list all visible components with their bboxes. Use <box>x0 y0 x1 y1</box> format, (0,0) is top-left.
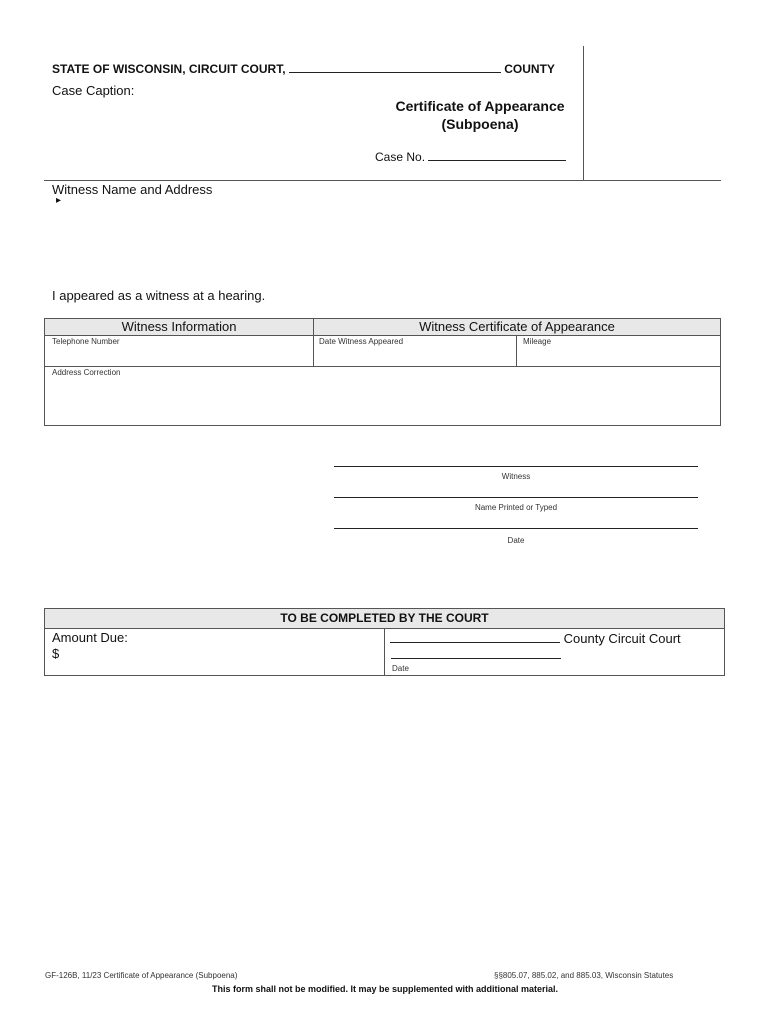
county-court-line <box>390 630 681 646</box>
court-date-label: Date <box>392 664 409 673</box>
table-mileage-divider <box>516 335 517 367</box>
amount-due-field[interactable] <box>62 645 362 663</box>
case-no-field[interactable] <box>428 150 566 161</box>
county-court-label: County Circuit Court <box>563 631 681 646</box>
amount-due-label: Amount Due: <box>52 630 128 645</box>
case-caption-label: Case Caption: <box>52 83 135 98</box>
court-col-divider <box>384 628 385 676</box>
court-line <box>52 61 555 76</box>
form-id: GF-126B, 11/23 Certificate of Appearance (Subpoena) <box>45 971 238 980</box>
court-suffix: COUNTY <box>504 62 555 76</box>
witness-name-address-label: Witness Name and Address <box>52 182 213 197</box>
court-county-field[interactable] <box>390 630 560 643</box>
witness-signature-label: Witness <box>501 472 531 481</box>
address-correction-field[interactable] <box>46 378 720 424</box>
witness-name-address-field[interactable] <box>64 196 364 276</box>
witness-signature-line[interactable] <box>334 466 698 467</box>
mileage-label: Mileage <box>523 337 552 346</box>
court-prefix: STATE OF WISCONSIN, CIRCUIT COURT, <box>52 62 286 76</box>
title-line1: Certificate of Appearance <box>395 98 565 114</box>
table-col-divider <box>313 319 314 367</box>
case-no-line <box>375 150 566 164</box>
case-no-label: Case No. <box>375 150 426 164</box>
arrow-marker-icon: ▸ <box>56 195 62 206</box>
telephone-label: Telephone Number <box>52 337 120 346</box>
signature-date-label: Date <box>507 536 525 545</box>
court-section-header: TO BE COMPLETED BY THE COURT <box>45 609 724 628</box>
court-date-line[interactable] <box>391 658 561 659</box>
date-appeared-field[interactable] <box>315 346 515 366</box>
signature-date-line[interactable] <box>334 528 698 529</box>
table-header-rule <box>45 335 721 336</box>
name-printed-line[interactable] <box>334 497 698 498</box>
date-appeared-label: Date Witness Appeared <box>319 337 404 346</box>
county-field[interactable] <box>289 61 501 73</box>
appearance-statement: I appeared as a witness at a hearing. <box>52 288 266 303</box>
witness-info-header: Witness Information <box>45 319 313 335</box>
mileage-field[interactable] <box>518 346 720 366</box>
title-line2: (Subpoena) <box>441 116 519 132</box>
certificate-header: Witness Certificate of Appearance <box>314 319 720 335</box>
header-bottom-rule <box>44 180 721 181</box>
statutes: §§805.07, 885.02, and 885.03, Wisconsin Statutes <box>494 971 674 980</box>
address-correction-label: Address Correction <box>52 368 121 377</box>
name-printed-label: Name Printed or Typed <box>474 503 558 512</box>
court-header-rule <box>45 628 725 629</box>
footer-notice: This form shall not be modified. It may be supplemented with additional material. <box>211 984 559 994</box>
table-row-rule <box>45 366 721 367</box>
telephone-field[interactable] <box>46 346 312 366</box>
page-title <box>376 97 584 133</box>
dollar-sign: $ <box>52 646 60 661</box>
